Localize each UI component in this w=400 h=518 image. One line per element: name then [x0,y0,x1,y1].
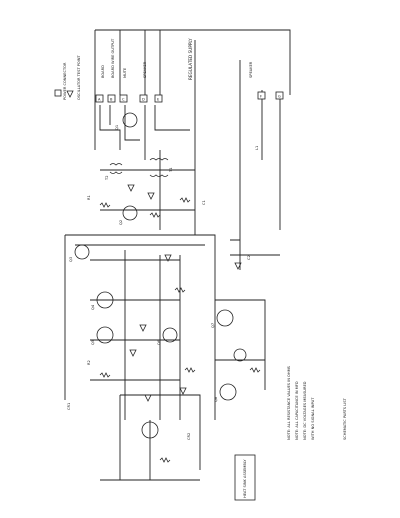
label-r2: R2 [87,360,91,365]
transformer-t1 [150,159,168,177]
transformer-t2 [110,164,122,174]
supply-label: REGULATED SUPPLY [188,38,193,80]
transistor-q5 [97,327,113,343]
transistor-q7 [217,310,233,326]
bottom-note: HEAT SINK ASSEMBLY [243,459,247,498]
note-2: NOTE: DC VOLTAGES MEASURED [303,381,307,440]
label-q7: Q7 [211,322,215,328]
label-c1: C1 [202,200,206,205]
top-label-speaker-b: SPEAKER [249,61,253,78]
top-label-speaker-a: SPEAKER [143,61,147,78]
transistor-q10 [234,349,246,361]
terminal-e-label: E [157,97,160,102]
terminals [96,92,283,102]
label-r1: R1 [87,195,91,200]
label-cr1: CR1 [67,402,71,410]
label-l1: L1 [255,145,259,150]
transistors [75,113,246,438]
terminal-g-label: G [278,94,281,99]
test-points [128,185,241,401]
legend-connector-icon [55,90,61,96]
legend-connector-label: POWER CONNECTOR [63,62,67,100]
label-t1: T1 [169,167,173,172]
transistor-q8 [220,384,236,400]
top-label-wire: BOARD WIRE OUTPUT [111,38,115,78]
label-t2: T2 [105,175,109,180]
terminal-a-label: A [98,97,101,102]
label-q1: Q1 [115,124,119,130]
notes [287,365,347,440]
transistor-q2 [123,206,137,220]
note-0: NOTE: ALL RESISTANCE VALUES IN OHMS [287,366,291,440]
transformers [110,159,168,177]
top-label-mute: MUTE [123,67,127,78]
label-q2: Q2 [119,219,123,225]
label-q4: Q4 [91,304,95,310]
bottom-note-group [235,455,255,500]
terminal-b-label: B [110,97,113,102]
label-q6: Q6 [157,339,161,345]
legend [55,55,81,100]
transistor-q3 [75,245,89,259]
label-q8: Q8 [214,396,218,402]
top-label-board: BOARD [101,65,105,78]
label-q3: Q3 [69,256,73,262]
side-note: SCHEMATIC PARTS LIST [343,398,347,440]
note-3: WITH NO SIGNAL INPUT [311,397,315,440]
terminal-d-label: D [142,97,145,102]
label-c2: C2 [247,255,251,260]
legend-testpoint-label: OSCILLATOR TEST POINT [77,55,81,100]
terminal-f-label: F [260,94,263,99]
component-labels [67,125,259,440]
note-1: NOTE: ALL CAPACITANCE IN MFD [295,381,299,440]
label-cr2: CR2 [187,432,191,440]
terminal-c-label: C [122,97,125,102]
label-q5: Q5 [91,339,95,345]
legend-testpoint-icon [67,91,73,97]
